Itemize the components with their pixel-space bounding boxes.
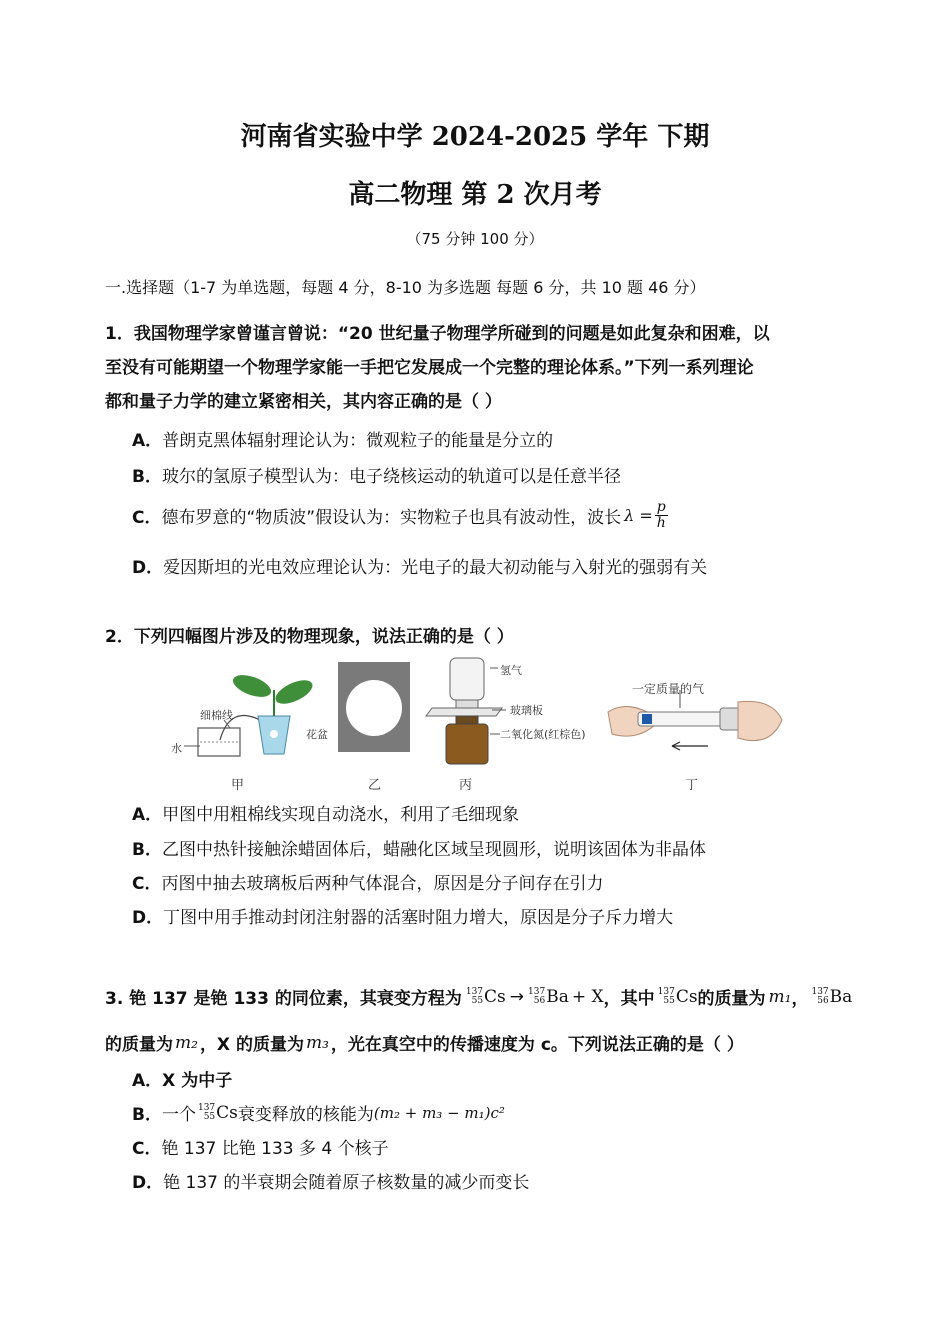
q1-option-c [132, 500, 668, 531]
option-key: C． [132, 508, 162, 528]
mass-number: 137 [197, 1102, 216, 1113]
q3-option-c [132, 1134, 389, 1159]
label-pot: 花盆 [306, 728, 328, 741]
q1-option-c-text: 德布罗意的“物质波”假设认为：实物粒子也具有波动性，波长 [161, 508, 622, 528]
caption-jia: 甲 [231, 778, 245, 793]
exam-title-line1: 河南省实验中学 2024-2025 学年 下期 [240, 122, 710, 152]
section-heading: 一.选择题（1-7 为单选题，每题 4 分，8-10 为多选题 每题 6 分，共 10 题 46 分） [105, 278, 706, 297]
q2-option-c [132, 869, 603, 894]
label-hydrogen: 氢气 [500, 664, 522, 677]
binding-energy-formula: (m₂ + m₃ − m₁)c² [373, 1103, 505, 1122]
q3-option-c-text: 铯 137 比铯 133 多 4 个核子 [161, 1139, 389, 1159]
option-key: C． [132, 874, 162, 894]
atomic-number: 55 [203, 1111, 216, 1122]
q2-stem: 2．下列四幅图片涉及的物理现象，说法正确的是（ ） [105, 627, 514, 647]
nuclide-cs137 [198, 1103, 238, 1123]
figure-ding-syringe [608, 690, 782, 750]
q2-option-d-text: 丁图中用手推动封闭注射器的活塞时阻力增大，原因是分子斥力增大 [163, 908, 674, 928]
q1-option-d [132, 553, 707, 578]
option-key: A． [132, 1071, 163, 1091]
question-1 [105, 317, 855, 419]
q2-option-a-text: 甲图中用粗棉线实现自动浇水，利用了毛细现象 [162, 805, 520, 825]
q1-option-b [132, 462, 621, 487]
q3-option-a-text: X 为中子 [162, 1071, 233, 1091]
figure-bing-gas [426, 658, 502, 764]
fraction-numerator: p [656, 499, 666, 515]
label-no2: 二氧化氮(红棕色) [500, 728, 586, 741]
q1-stem-line3: 都和量子力学的建立紧密相关，其内容正确的是（ ） [105, 392, 502, 412]
q3-option-b-post: 衰变释放的核能为 [237, 1105, 374, 1125]
exam-title-line2: 高二物理 第 2 次月考 [348, 180, 602, 210]
option-key: A． [132, 431, 163, 451]
caption-ding: 丁 [685, 778, 699, 793]
symbol: Ba [829, 986, 853, 1007]
mass-number: 137 [465, 986, 484, 997]
caption-yi: 乙 [368, 778, 382, 793]
mass-number: 137 [657, 986, 675, 997]
nuclide-cs137 [466, 987, 506, 1007]
plus-x: + X [571, 986, 604, 1007]
option-key: D． [132, 1173, 164, 1193]
q2-option-b [132, 835, 706, 860]
q3-option-b [132, 1100, 505, 1125]
q1-option-a-text: 普朗克黑体辐射理论认为：微观粒子的能量是分立的 [162, 431, 554, 451]
mass-number: 137 [528, 986, 546, 997]
symbol: Cs [484, 986, 506, 1007]
atomic-number: 55 [471, 995, 484, 1006]
caption-bing: 丙 [459, 778, 473, 793]
mass-m3: m₃ [305, 1032, 329, 1053]
q1-stem-line2: 至没有可能期望一个物理学家能一手把它发展成一个完整的理论体系。”下列一系列理论 [105, 358, 754, 378]
label-cotton: 细棉线 [200, 709, 233, 722]
q3-text-4: ， [791, 989, 809, 1009]
option-key: A． [132, 805, 163, 825]
q3-option-d [132, 1168, 529, 1193]
lambda-symbol: λ = [624, 506, 653, 525]
label-gas: 一定质量的气 [632, 682, 705, 696]
q3-stem-line2 [105, 1030, 744, 1055]
figure-yi-wax [338, 662, 410, 752]
label-glass: 玻璃板 [510, 704, 543, 717]
option-key: D． [132, 558, 164, 578]
q3-text-5: 的质量为 [105, 1035, 173, 1055]
fraction-denominator: h [656, 515, 666, 531]
nuclide-ba137 [811, 987, 852, 1007]
q2-option-b-text: 乙图中热针接触涂蜡固体后，蜡融化区域呈现圆形，说明该固体为非晶体 [161, 840, 706, 860]
q2-option-a [132, 800, 519, 825]
q1-option-d-text: 爱因斯坦的光电效应理论认为：光电子的最大初动能与入射光的强弱有关 [163, 558, 708, 578]
q3-text-7: ，光在真空中的传播速度为 c。下列说法正确的是（ ） [330, 1035, 744, 1055]
mass-number: 137 [811, 986, 829, 997]
q3-stem-line1 [105, 984, 852, 1009]
atomic-number: 55 [663, 995, 675, 1006]
q3-text-2: ，其中 [603, 989, 655, 1009]
q3-option-d-text: 铯 137 的半衰期会随着原子核数量的减少而变长 [163, 1173, 530, 1193]
q2-figures [160, 650, 800, 770]
symbol: Cs [675, 986, 698, 1007]
mass-m2: m₂ [175, 1032, 198, 1053]
option-key: D． [132, 908, 164, 928]
q3-option-a [132, 1066, 232, 1091]
symbol: Ba [546, 986, 569, 1007]
option-key: B． [132, 840, 162, 860]
nuclide-cs137 [658, 987, 698, 1007]
q2-option-c-text: 丙图中抽去玻璃板后两种气体混合，原因是分子间存在引力 [161, 874, 604, 894]
label-water: 水 [171, 742, 182, 755]
arrow-symbol: → [509, 986, 525, 1007]
q3-text-1: 3. 铯 137 是铯 133 的同位素，其衰变方程为 [105, 989, 462, 1009]
option-key: B． [132, 467, 162, 487]
exam-time-score: （75 分钟 100 分） [406, 230, 544, 248]
option-key: B． [132, 1105, 162, 1125]
q3-text-6: ，X 的质量为 [199, 1035, 304, 1055]
q3-option-b-pre: 一个 [161, 1105, 196, 1125]
mass-m1: m₁ [768, 986, 792, 1007]
q1-option-a [132, 426, 553, 451]
q3-text-3: 的质量为 [697, 989, 766, 1009]
q1-option-b-text: 玻尔的氢原子模型认为：电子绕核运动的轨道可以是任意半径 [161, 467, 621, 487]
atomic-number: 56 [817, 995, 829, 1006]
nuclide-ba137 [528, 987, 569, 1007]
option-key: C． [132, 1139, 162, 1159]
wavelength-fraction [655, 500, 668, 531]
symbol: Cs [216, 1102, 238, 1123]
atomic-number: 56 [533, 995, 546, 1006]
q2-option-d [132, 903, 673, 928]
q1-stem-line1: 1．我国物理学家曾谨言曾说：“20 世纪量子物理学所碰到的问题是如此复杂和困难，以 [105, 324, 770, 344]
